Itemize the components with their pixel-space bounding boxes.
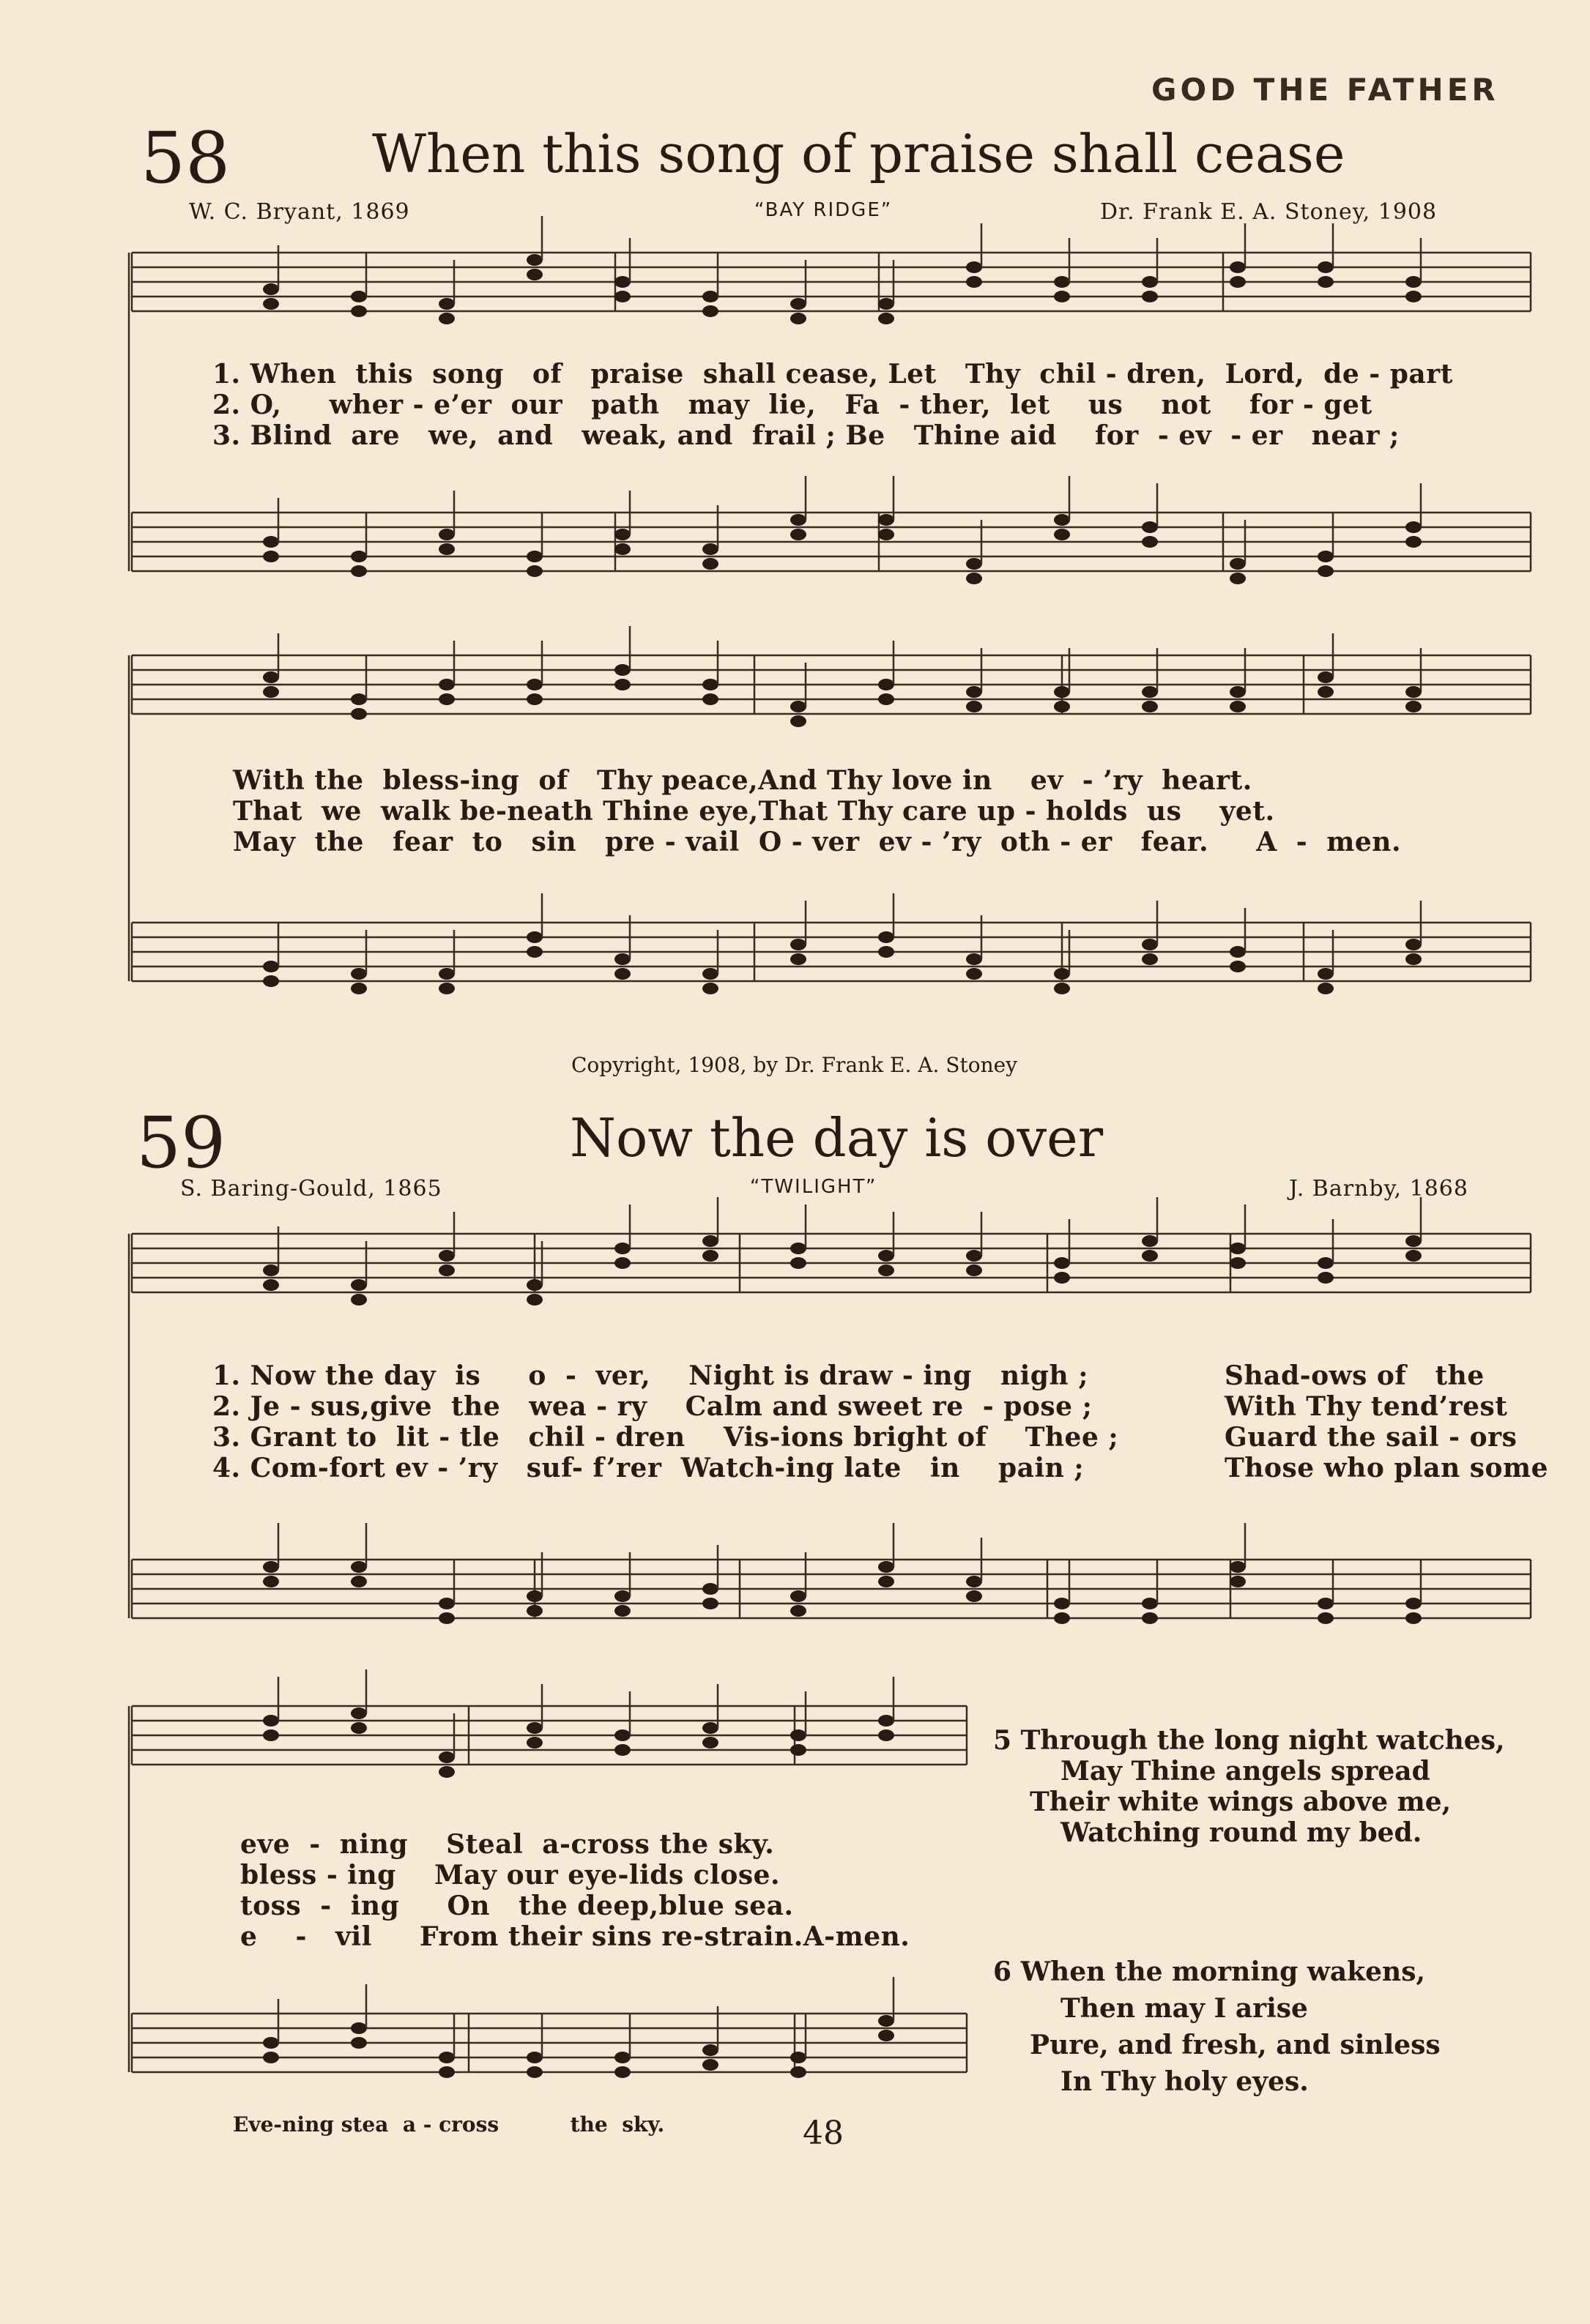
note-head: [878, 1715, 894, 1727]
lyric-line: toss - ing On the deep,blue sea.: [240, 1891, 794, 1921]
verse-line: In Thy holy eyes.: [1060, 2066, 1309, 2097]
note-head: [1054, 514, 1070, 526]
note-head: [878, 931, 894, 943]
note-head: [1054, 1598, 1070, 1609]
note-head: [966, 686, 982, 698]
note-head: [439, 313, 455, 324]
lyric-line: That we walk be-neath Thine eye,That Thy care up - holds us yet.: [233, 796, 1275, 827]
note-head: [263, 536, 279, 548]
note-head: [614, 664, 631, 676]
note-head: [1405, 939, 1422, 950]
lyric-line: eve - ning Steal a-cross the sky.: [240, 1829, 775, 1860]
bass-lyrics: Eve-ning stea a - cross the sky.: [233, 2112, 665, 2137]
note-head: [966, 1265, 982, 1276]
note-head: [702, 1598, 718, 1609]
note-head: [1318, 671, 1334, 683]
note-head: [1142, 521, 1158, 533]
verse-lyrics-system1: [212, 1360, 1118, 1483]
note-head: [614, 1605, 631, 1617]
note-head: [1318, 1272, 1334, 1284]
note-head: [439, 529, 455, 540]
hymn-title: When this song of praise shall cease: [372, 123, 1345, 185]
verse-line: May Thine angels spread: [1060, 1756, 1430, 1787]
note-head: [1405, 276, 1422, 288]
note-head: [1405, 1250, 1422, 1262]
note-head: [439, 1766, 455, 1778]
tune-name: “BAY RIDGE”: [754, 199, 893, 221]
note-head: [351, 2037, 367, 2049]
note-head: [702, 1583, 718, 1595]
note-head: [439, 543, 455, 555]
note-head: [614, 968, 631, 980]
note-head: [1054, 983, 1070, 994]
note-head: [1142, 1250, 1158, 1262]
note-head: [878, 529, 894, 540]
hymn-author: W. C. Bryant, 1869: [189, 199, 410, 225]
hymn-composer: J. Barnby, 1868: [1289, 1176, 1468, 1202]
note-head: [1142, 1235, 1158, 1247]
note-head: [351, 1707, 367, 1719]
lyric-line: Shad-ows of the: [1225, 1360, 1485, 1391]
note-head: [527, 693, 543, 705]
note-head: [966, 1576, 982, 1587]
copyright-note: Copyright, 1908, by Dr. Frank E. A. Stoney: [571, 1053, 1018, 1077]
note-head: [1054, 276, 1070, 288]
note-head: [966, 261, 982, 273]
note-head: [527, 1722, 543, 1734]
note-head: [614, 529, 631, 540]
note-head: [966, 276, 982, 288]
note-head: [614, 953, 631, 965]
note-head: [527, 565, 543, 577]
note-head: [439, 1265, 455, 1276]
hymn-composer: Dr. Frank E. A. Stoney, 1908: [1100, 199, 1438, 225]
note-head: [263, 1561, 279, 1573]
note-head: [790, 313, 806, 324]
hymn-author: S. Baring-Gould, 1865: [180, 1176, 442, 1202]
note-head: [1230, 573, 1246, 584]
note-head: [966, 701, 982, 712]
extra-verse: [993, 1725, 1505, 1848]
note-head: [1405, 521, 1422, 533]
note-head: [1230, 1257, 1246, 1269]
note-head: [1318, 565, 1334, 577]
note-head: [1318, 1598, 1334, 1609]
lyric-line: 1. When this song of praise shall cease, Let Thy chil - dren, Lord, de - part: [212, 359, 1453, 390]
note-head: [878, 2030, 894, 2041]
note-head: [439, 2052, 455, 2063]
note-head: [263, 686, 279, 698]
note-head: [1230, 261, 1246, 273]
note-head: [1230, 946, 1246, 958]
note-head: [790, 953, 806, 965]
note-head: [527, 1605, 543, 1617]
note-head: [1318, 1612, 1334, 1624]
note-head: [614, 1744, 631, 1756]
note-head: [790, 1729, 806, 1741]
note-head: [1318, 983, 1334, 994]
note-head: [351, 2022, 367, 2034]
note-head: [263, 551, 279, 562]
note-head: [1230, 558, 1246, 570]
note-head: [1318, 261, 1334, 273]
note-head: [790, 298, 806, 310]
note-head: [263, 1715, 279, 1727]
lyric-line: 3. Grant to lit - tle chil - dren Vis-ions bright of Thee ;: [212, 1422, 1119, 1453]
lyric-line: e - vil From their sins re-strain.A-men.: [240, 1921, 910, 1952]
note-head: [702, 305, 718, 317]
note-head: [790, 939, 806, 950]
note-head: [1142, 536, 1158, 548]
note-head: [1054, 701, 1070, 712]
note-head: [263, 283, 279, 295]
note-head: [439, 1751, 455, 1763]
note-head: [966, 558, 982, 570]
note-head: [790, 2052, 806, 2063]
note-head: [966, 953, 982, 965]
lyric-line: 2. O, wher - e’er our path may lie, Fa - ther, let us not for - get: [212, 390, 1372, 420]
note-head: [263, 1265, 279, 1276]
verse-line: When the morning wakens,: [1020, 1956, 1426, 1987]
note-head: [702, 1737, 718, 1748]
note-head: [439, 1250, 455, 1262]
note-head: [790, 514, 806, 526]
note-head: [1405, 1612, 1422, 1624]
note-head: [1318, 968, 1334, 980]
note-head: [702, 968, 718, 980]
note-head: [263, 671, 279, 683]
note-head: [1142, 939, 1158, 950]
note-head: [527, 931, 543, 943]
verse-line: Pure, and fresh, and sinless: [1030, 2030, 1441, 2060]
note-head: [263, 1729, 279, 1741]
note-head: [878, 1265, 894, 1276]
note-head: [351, 1279, 367, 1291]
hymn-title: Now the day is over: [570, 1107, 1104, 1169]
note-head: [1054, 1612, 1070, 1624]
note-head: [614, 2066, 631, 2078]
lyric-line: Those who plan some: [1225, 1453, 1549, 1483]
note-head: [702, 693, 718, 705]
note-head: [1405, 1235, 1422, 1247]
verse-lyrics-system2: [233, 765, 1401, 857]
note-head: [878, 1729, 894, 1741]
note-head: [527, 1279, 543, 1291]
note-head: [702, 983, 718, 994]
note-head: [1230, 701, 1246, 712]
note-head: [1405, 953, 1422, 965]
note-head: [527, 946, 543, 958]
note-head: [1054, 1272, 1070, 1284]
lyric-line: bless - ing May our eye-lids close.: [240, 1860, 781, 1891]
note-head: [439, 1612, 455, 1624]
note-head: [439, 679, 455, 690]
note-head: [790, 2066, 806, 2078]
note-head: [527, 1294, 543, 1306]
note-head: [966, 1250, 982, 1262]
note-head: [878, 514, 894, 526]
hymn-number: 59: [136, 1102, 226, 1184]
note-head: [1054, 686, 1070, 698]
note-head: [1142, 701, 1158, 712]
note-head: [878, 298, 894, 310]
note-head: [439, 1598, 455, 1609]
note-head: [527, 2052, 543, 2063]
note-head: [702, 2059, 718, 2071]
note-head: [614, 276, 631, 288]
note-head: [878, 1576, 894, 1587]
note-head: [790, 1257, 806, 1269]
note-head: [263, 1279, 279, 1291]
note-head: [1318, 686, 1334, 698]
note-head: [614, 679, 631, 690]
lyric-line: 2. Je - sus,give the wea - ry Calm and sweet re - pose ;: [212, 1391, 1093, 1422]
note-head: [614, 1243, 631, 1254]
note-head: [263, 2052, 279, 2063]
note-head: [1405, 1598, 1422, 1609]
section-header: GOD THE FATHER: [1151, 72, 1499, 108]
note-head: [351, 1576, 367, 1587]
verse-line: Watching round my bed.: [1060, 1817, 1422, 1848]
note-head: [702, 543, 718, 555]
note-head: [439, 983, 455, 994]
note-head: [1054, 529, 1070, 540]
note-head: [1405, 536, 1422, 548]
verse-line: Then may I arise: [1060, 1993, 1308, 2024]
note-head: [790, 701, 806, 712]
note-head: [351, 983, 367, 994]
note-head: [527, 679, 543, 690]
note-head: [966, 573, 982, 584]
note-head: [351, 968, 367, 980]
note-head: [1405, 701, 1422, 712]
note-head: [614, 543, 631, 555]
note-head: [702, 1250, 718, 1262]
note-head: [351, 1294, 367, 1306]
note-head: [966, 1590, 982, 1602]
note-head: [439, 2066, 455, 2078]
note-head: [1230, 1561, 1246, 1573]
note-head: [702, 291, 718, 302]
note-head: [878, 693, 894, 705]
note-head: [1318, 276, 1334, 288]
note-head: [790, 1590, 806, 1602]
note-head: [790, 1605, 806, 1617]
note-head: [1054, 1257, 1070, 1269]
note-head: [1318, 1257, 1334, 1269]
note-head: [1142, 953, 1158, 965]
note-head: [527, 1737, 543, 1748]
note-head: [878, 1250, 894, 1262]
note-head: [1054, 291, 1070, 302]
verse-number: 6: [993, 1956, 1012, 1987]
note-head: [878, 313, 894, 324]
lyric-line: 1. Now the day is o - ver, Night is draw - ing nigh ;: [212, 1360, 1088, 1391]
note-head: [351, 1561, 367, 1573]
note-head: [351, 305, 367, 317]
note-head: [1230, 1576, 1246, 1587]
note-head: [702, 2044, 718, 2056]
note-head: [1230, 961, 1246, 972]
note-head: [878, 679, 894, 690]
tune-name: “TWILIGHT”: [750, 1176, 877, 1198]
note-head: [439, 298, 455, 310]
note-head: [263, 2037, 279, 2049]
note-head: [966, 968, 982, 980]
note-head: [263, 1576, 279, 1587]
note-head: [614, 1257, 631, 1269]
note-head: [702, 679, 718, 690]
note-head: [263, 298, 279, 310]
note-head: [614, 1590, 631, 1602]
lyric-line: 4. Com-fort ev - ’ry suf- f’rer Watch-ing late in pain ;: [212, 1453, 1085, 1483]
lyric-line: With Thy tend’rest: [1225, 1391, 1508, 1422]
note-head: [351, 708, 367, 720]
note-head: [1054, 968, 1070, 980]
note-head: [1230, 686, 1246, 698]
note-head: [439, 968, 455, 980]
note-head: [1142, 276, 1158, 288]
note-head: [527, 254, 543, 266]
note-head: [439, 693, 455, 705]
note-head: [351, 551, 367, 562]
note-head: [351, 1722, 367, 1734]
note-head: [790, 1744, 806, 1756]
note-head: [702, 1235, 718, 1247]
note-head: [702, 1722, 718, 1734]
note-head: [790, 715, 806, 727]
note-head: [1142, 686, 1158, 698]
note-head: [263, 961, 279, 972]
note-head: [1142, 1598, 1158, 1609]
extra-verse: [993, 1956, 1441, 2097]
note-head: [614, 2052, 631, 2063]
note-head: [527, 269, 543, 280]
note-head: [351, 565, 367, 577]
verse-line: Their white wings above me,: [1030, 1787, 1452, 1817]
note-head: [614, 1729, 631, 1741]
note-head: [527, 2066, 543, 2078]
note-head: [878, 2015, 894, 2027]
verse-lyrics-system1: [212, 359, 1453, 451]
note-head: [263, 975, 279, 987]
note-head: [878, 1561, 894, 1573]
lyric-line: Guard the sail - ors: [1225, 1422, 1517, 1453]
verse-number: 5: [993, 1725, 1012, 1756]
page-number: 48: [803, 2115, 844, 2152]
note-head: [702, 558, 718, 570]
lyric-line: With the bless-ing of Thy peace,And Thy love in ev - ’ry heart.: [233, 765, 1252, 796]
note-head: [351, 291, 367, 302]
note-head: [1405, 686, 1422, 698]
note-head: [1230, 1243, 1246, 1254]
lyric-line: 3. Blind are we, and weak, and frail ; Be Thine aid for - ev - er near ;: [212, 420, 1400, 451]
note-head: [1142, 291, 1158, 302]
note-head: [1230, 276, 1246, 288]
note-head: [1405, 291, 1422, 302]
hymn-number: 58: [141, 117, 231, 199]
note-head: [351, 693, 367, 705]
note-head: [614, 291, 631, 302]
note-head: [790, 1243, 806, 1254]
note-head: [878, 946, 894, 958]
verse-line: Through the long night watches,: [1020, 1725, 1505, 1756]
note-head: [790, 529, 806, 540]
note-head: [1142, 1612, 1158, 1624]
verse-lyrics-system2: [240, 1829, 910, 1952]
note-head: [527, 551, 543, 562]
note-head: [527, 1590, 543, 1602]
lyric-line: May the fear to sin pre - vail O - ver ev - ’ry oth - er fear. A - men.: [233, 827, 1402, 857]
note-head: [1318, 551, 1334, 562]
verse-lyrics-system1-right: [1225, 1360, 1548, 1483]
